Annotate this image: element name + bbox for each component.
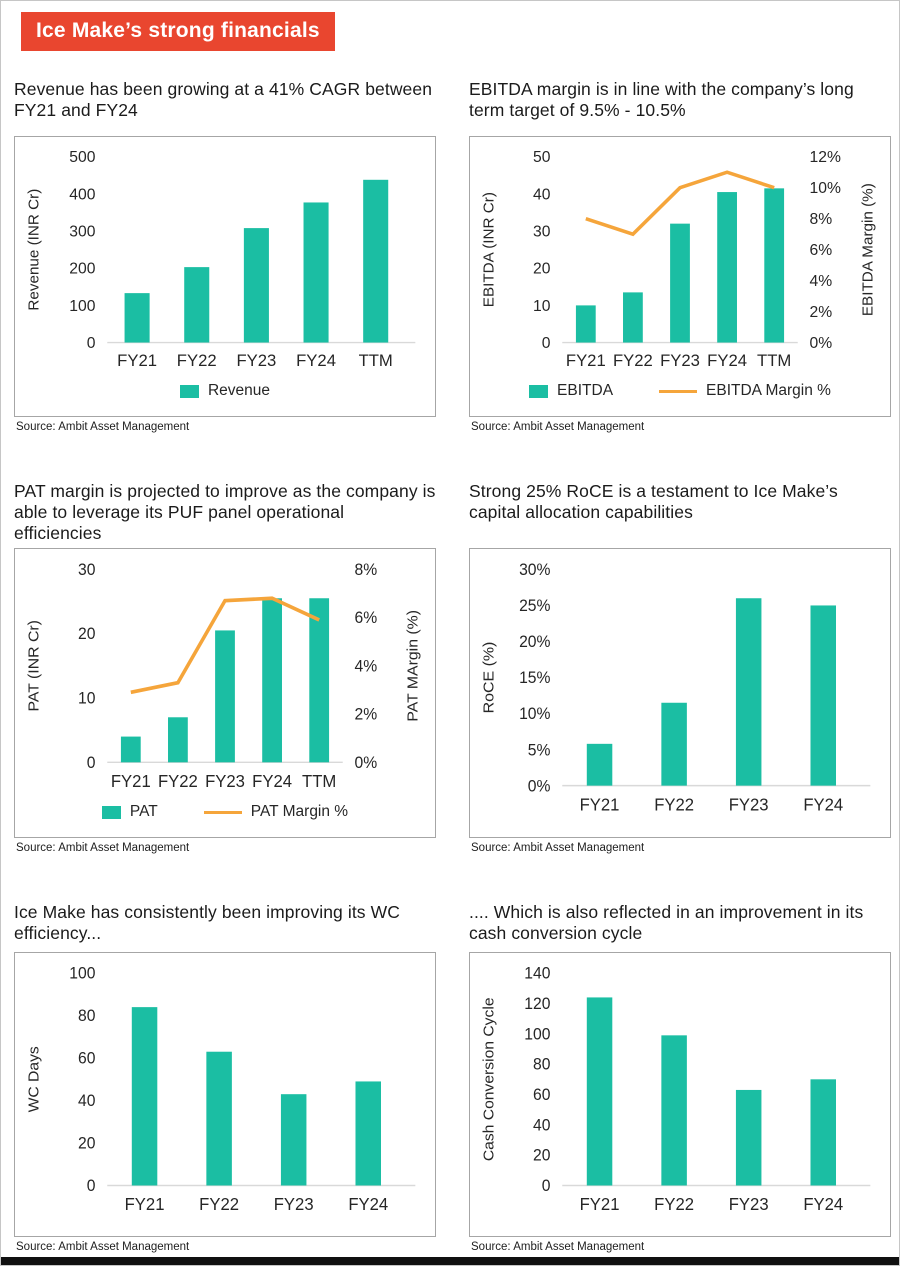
svg-text:140: 140: [524, 965, 551, 983]
svg-text:0%: 0%: [809, 334, 833, 352]
chart-title-revenue: Revenue has been growing at a 41% CAGR between FY21 and FY24: [14, 79, 433, 120]
chart-cell-ebitda: [469, 79, 891, 433]
svg-text:4%: 4%: [354, 657, 378, 676]
svg-text:10%: 10%: [809, 180, 841, 198]
svg-text:4%: 4%: [809, 273, 833, 291]
chart-panel-pat: [14, 548, 436, 838]
chart-svg-ebitda: [472, 143, 888, 374]
legend-label: PAT: [129, 803, 158, 820]
svg-text:100: 100: [69, 297, 96, 315]
legend-label: PAT Margin %: [250, 803, 349, 820]
chart-title-roce: Strong 25% RoCE is a testament to Ice Make’s capital allocation capabilities: [469, 481, 838, 522]
legend-label: Revenue: [207, 382, 271, 399]
svg-text:FY21: FY21: [117, 351, 158, 371]
svg-text:2%: 2%: [354, 705, 378, 724]
source-note: Source: Ambit Asset Management: [471, 421, 645, 433]
legend-label: EBITDA: [557, 382, 614, 399]
legend-item: [180, 382, 270, 400]
svg-text:FY22: FY22: [199, 1194, 240, 1214]
svg-text:60: 60: [533, 1086, 551, 1105]
chart-svg-roce: [472, 555, 888, 833]
chart-legend: [472, 374, 888, 408]
svg-text:0%: 0%: [527, 776, 551, 796]
svg-text:10: 10: [533, 297, 551, 315]
svg-text:TTM: TTM: [757, 351, 792, 371]
svg-text:40: 40: [533, 186, 551, 204]
charts-grid: [1, 51, 899, 1253]
svg-text:5%: 5%: [527, 740, 551, 760]
svg-text:80: 80: [78, 1007, 96, 1026]
svg-text:Cash Conversion Cycle: Cash Conversion Cycle: [480, 997, 498, 1162]
svg-text:FY22: FY22: [654, 1194, 695, 1214]
svg-text:FY24: FY24: [803, 794, 844, 815]
legend-bar-swatch-icon: [180, 385, 199, 398]
svg-text:FY24: FY24: [348, 1194, 389, 1214]
chart-cell-pat: [14, 481, 436, 854]
svg-text:FY21: FY21: [565, 351, 606, 371]
svg-text:FY22: FY22: [176, 351, 217, 371]
source-note: Source: Ambit Asset Management: [471, 1241, 645, 1253]
svg-text:25%: 25%: [519, 596, 551, 616]
svg-text:Revenue (INR Cr): Revenue (INR Cr): [25, 188, 43, 311]
svg-text:500: 500: [69, 149, 96, 167]
svg-text:15%: 15%: [519, 668, 551, 688]
legend-line-swatch-icon: [659, 390, 697, 393]
page-bottom-rule: [1, 1257, 899, 1265]
svg-text:FY24: FY24: [252, 771, 293, 791]
svg-text:30: 30: [533, 223, 551, 241]
chart-legend: [17, 795, 433, 829]
svg-text:FY23: FY23: [273, 1194, 314, 1214]
svg-text:WC Days: WC Days: [25, 1046, 43, 1113]
chart-title-wc-days: Ice Make has consistently been improving its WC efficiency...: [14, 902, 400, 943]
svg-text:FY23: FY23: [728, 1194, 769, 1214]
svg-text:30: 30: [78, 560, 96, 579]
svg-text:FY23: FY23: [205, 771, 245, 791]
svg-text:80: 80: [533, 1056, 551, 1074]
svg-text:50: 50: [533, 149, 551, 167]
svg-text:FY21: FY21: [579, 1194, 620, 1214]
source-note: Source: Ambit Asset Management: [471, 842, 645, 854]
svg-text:20: 20: [533, 260, 551, 278]
svg-text:FY21: FY21: [579, 794, 620, 815]
svg-text:0: 0: [86, 334, 96, 352]
svg-text:FY23: FY23: [660, 351, 700, 371]
svg-text:PAT (INR Cr): PAT (INR Cr): [25, 620, 43, 712]
svg-text:120: 120: [524, 995, 551, 1014]
chart-legend: [17, 374, 433, 408]
svg-text:200: 200: [69, 260, 96, 278]
svg-text:FY24: FY24: [296, 351, 336, 371]
svg-text:PAT MArgin (%): PAT MArgin (%): [404, 609, 422, 722]
chart-svg-ccc: [472, 959, 888, 1232]
svg-text:0: 0: [86, 1177, 96, 1196]
legend-line-swatch-icon: [204, 811, 242, 814]
svg-text:10: 10: [78, 689, 96, 708]
legend-item: [102, 803, 158, 821]
chart-title-ebitda: EBITDA margin is in line with the company’s long term target of 9.5% - 10.5%: [469, 79, 854, 120]
svg-text:FY24: FY24: [707, 351, 748, 371]
svg-text:12%: 12%: [809, 149, 841, 167]
svg-text:TTM: TTM: [302, 771, 337, 791]
svg-text:FY21: FY21: [110, 771, 151, 791]
svg-text:8%: 8%: [809, 211, 833, 229]
svg-text:2%: 2%: [809, 303, 833, 321]
svg-text:400: 400: [69, 186, 96, 204]
source-note: Source: Ambit Asset Management: [16, 842, 190, 854]
svg-text:FY22: FY22: [654, 794, 695, 815]
svg-text:30%: 30%: [519, 560, 551, 580]
svg-text:0: 0: [541, 1177, 551, 1196]
svg-text:300: 300: [69, 223, 96, 241]
svg-text:60: 60: [78, 1050, 96, 1068]
svg-text:20%: 20%: [519, 632, 551, 652]
svg-text:0: 0: [86, 753, 96, 773]
svg-text:TTM: TTM: [358, 351, 393, 371]
svg-text:6%: 6%: [354, 608, 378, 628]
page-title: Ice Make’s strong financials: [36, 19, 320, 42]
svg-text:0%: 0%: [354, 753, 378, 773]
svg-text:20: 20: [533, 1147, 551, 1165]
svg-text:20: 20: [78, 1135, 96, 1153]
svg-text:FY23: FY23: [236, 351, 277, 371]
chart-panel-ccc: [469, 952, 891, 1237]
chart-svg-revenue: [17, 143, 433, 374]
chart-cell-ccc: [469, 902, 891, 1253]
legend-item: [529, 382, 613, 400]
chart-panel-ebitda: [469, 136, 891, 417]
svg-text:8%: 8%: [354, 560, 378, 579]
svg-text:40: 40: [533, 1117, 551, 1135]
chart-cell-revenue: [14, 79, 436, 433]
svg-text:20: 20: [78, 624, 96, 644]
chart-title-pat: PAT margin is projected to improve as the company is able to leverage its PUF panel operational efficiencies: [14, 481, 436, 543]
svg-text:FY24: FY24: [803, 1194, 844, 1214]
svg-text:100: 100: [69, 965, 96, 983]
svg-text:EBITDA (INR Cr): EBITDA (INR Cr): [480, 192, 498, 308]
legend-item: [204, 803, 348, 821]
svg-text:FY22: FY22: [612, 351, 653, 371]
chart-panel-wc-days: [14, 952, 436, 1237]
chart-cell-roce: [469, 481, 891, 854]
chart-svg-wc-days: [17, 959, 433, 1232]
chart-panel-roce: [469, 548, 891, 838]
chart-panel-revenue: [14, 136, 436, 417]
svg-text:6%: 6%: [809, 242, 833, 260]
svg-text:40: 40: [78, 1092, 96, 1111]
svg-text:FY21: FY21: [124, 1194, 165, 1214]
svg-text:EBITDA Margin (%): EBITDA Margin (%): [859, 183, 877, 317]
svg-text:FY22: FY22: [157, 771, 198, 791]
svg-text:100: 100: [524, 1026, 551, 1044]
legend-bar-swatch-icon: [529, 385, 548, 398]
chart-svg-pat: [17, 555, 433, 795]
source-note: Source: Ambit Asset Management: [16, 1241, 190, 1253]
page-banner: [21, 12, 335, 51]
svg-text:10%: 10%: [519, 704, 551, 724]
source-note: Source: Ambit Asset Management: [16, 421, 190, 433]
legend-label: EBITDA Margin %: [706, 382, 831, 399]
chart-title-ccc: .... Which is also reflected in an improvement in its cash conversion cycle: [469, 902, 864, 943]
legend-bar-swatch-icon: [102, 806, 121, 819]
svg-text:FY23: FY23: [728, 794, 769, 815]
chart-cell-wc-days: [14, 902, 436, 1253]
svg-text:RoCE (%): RoCE (%): [480, 641, 498, 714]
svg-text:0: 0: [541, 334, 551, 352]
legend-item: [659, 382, 831, 400]
